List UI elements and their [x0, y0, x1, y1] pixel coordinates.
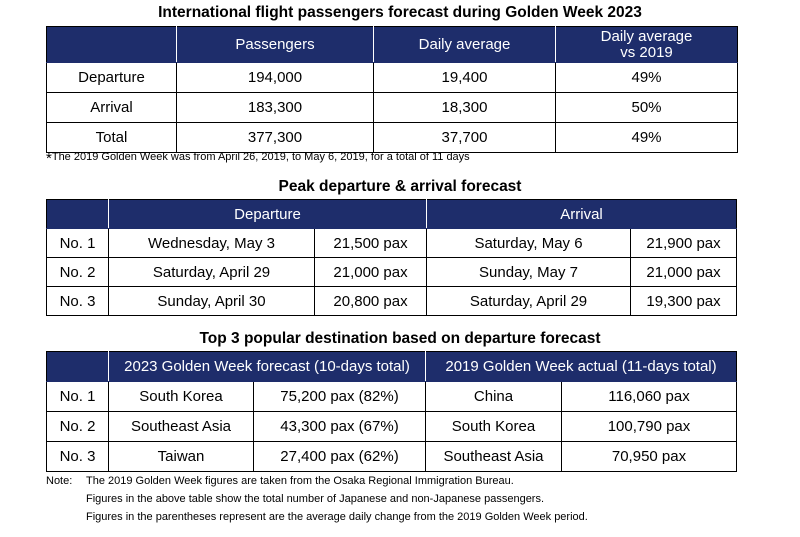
- table-row: [47, 229, 737, 258]
- passengers-cell: 183,300: [177, 93, 374, 123]
- daily-average-cell: 19,400: [374, 63, 556, 93]
- departure-pax-cell: 20,800 pax: [315, 287, 427, 316]
- table1-title: International flight passengers forecast during Golden Week 2023: [158, 4, 642, 21]
- footnote-asterisk: *: [46, 150, 52, 167]
- rank-cell: No. 2: [47, 412, 109, 442]
- vs-2019-cell: 50%: [556, 93, 738, 123]
- rank-cell: No. 3: [47, 442, 109, 472]
- popular-destinations-table: [46, 351, 737, 472]
- table-header-row: [47, 200, 737, 229]
- destination-2023-cell: Southeast Asia: [109, 412, 254, 442]
- header-passengers: Passengers: [177, 27, 374, 63]
- rank-cell: No. 1: [47, 229, 109, 258]
- row-label: Arrival: [47, 93, 177, 123]
- passengers-cell: 194,000: [177, 63, 374, 93]
- destination-2019-cell: South Korea: [426, 412, 562, 442]
- table-row: [47, 93, 738, 123]
- header-vs-2019: [556, 27, 738, 63]
- table-row: [47, 258, 737, 287]
- vs-2019-cell: 49%: [556, 63, 738, 93]
- note-line: The 2019 Golden Week figures are taken from the Osaka Regional Immigration Bureau.: [86, 475, 514, 487]
- daily-average-cell: 37,700: [374, 123, 556, 153]
- header-vs-2019-line1: Daily average: [600, 27, 693, 45]
- arrival-date-cell: Saturday, May 6: [427, 229, 631, 258]
- header-2019-actual: 2019 Golden Week actual (11-days total): [426, 352, 737, 382]
- note-line: Figures in the above table show the total number of Japanese and non-Japanese passengers.: [86, 493, 545, 505]
- departure-date-cell: Saturday, April 29: [109, 258, 315, 287]
- table3-title: Top 3 popular destination based on departure forecast: [199, 330, 601, 347]
- departure-date-cell: Wednesday, May 3: [109, 229, 315, 258]
- pax-2023-cell: 75,200 pax (82%): [254, 382, 426, 412]
- pax-2019-cell: 70,950 pax: [562, 442, 737, 472]
- table-row: [47, 382, 737, 412]
- header-empty-cell: [47, 200, 109, 229]
- pax-2019-cell: 100,790 pax: [562, 412, 737, 442]
- header-empty-cell: [47, 352, 109, 382]
- destination-2019-cell: Southeast Asia: [426, 442, 562, 472]
- table-row: [47, 442, 737, 472]
- header-daily-average: Daily average: [374, 27, 556, 63]
- rank-cell: No. 3: [47, 287, 109, 316]
- table-row: [47, 63, 738, 93]
- destination-2019-cell: China: [426, 382, 562, 412]
- footnote-text: The 2019 Golden Week was from April 26, 2019, to May 6, 2019, for a total of 11 days: [51, 151, 470, 163]
- note-label: Note:: [46, 475, 73, 487]
- table-row: [47, 412, 737, 442]
- arrival-pax-cell: 19,300 pax: [631, 287, 737, 316]
- header-arrival: Arrival: [427, 200, 737, 229]
- destination-2023-cell: Taiwan: [109, 442, 254, 472]
- passengers-forecast-table: [46, 26, 738, 153]
- note-line: Figures in the parentheses represent are the average daily change from the 2019 Golden Week period.: [86, 511, 588, 523]
- rank-cell: No. 2: [47, 258, 109, 287]
- table2-title: Peak departure & arrival forecast: [278, 178, 522, 195]
- table-row: [47, 123, 738, 153]
- table-header-row: [47, 352, 737, 382]
- arrival-date-cell: Sunday, May 7: [427, 258, 631, 287]
- pax-2023-cell: 43,300 pax (67%): [254, 412, 426, 442]
- table-header-row: [47, 27, 738, 63]
- pax-2023-cell: 27,400 pax (62%): [254, 442, 426, 472]
- arrival-pax-cell: 21,000 pax: [631, 258, 737, 287]
- rank-cell: No. 1: [47, 382, 109, 412]
- arrival-date-cell: Saturday, April 29: [427, 287, 631, 316]
- destination-2023-cell: South Korea: [109, 382, 254, 412]
- header-departure: Departure: [109, 200, 427, 229]
- header-2023-forecast: 2023 Golden Week forecast (10-days total): [109, 352, 426, 382]
- vs-2019-cell: 49%: [556, 123, 738, 153]
- table-row: [47, 287, 737, 316]
- row-label: Total: [47, 123, 177, 153]
- daily-average-cell: 18,300: [374, 93, 556, 123]
- pax-2019-cell: 116,060 pax: [562, 382, 737, 412]
- table1-footnote: [46, 150, 470, 167]
- arrival-pax-cell: 21,900 pax: [631, 229, 737, 258]
- departure-date-cell: Sunday, April 30: [109, 287, 315, 316]
- row-label: Departure: [47, 63, 177, 93]
- departure-pax-cell: 21,000 pax: [315, 258, 427, 287]
- header-empty-cell: [47, 27, 177, 63]
- header-vs-2019-line2: vs 2019: [620, 43, 673, 61]
- departure-pax-cell: 21,500 pax: [315, 229, 427, 258]
- passengers-cell: 377,300: [177, 123, 374, 153]
- peak-forecast-table: [46, 199, 737, 316]
